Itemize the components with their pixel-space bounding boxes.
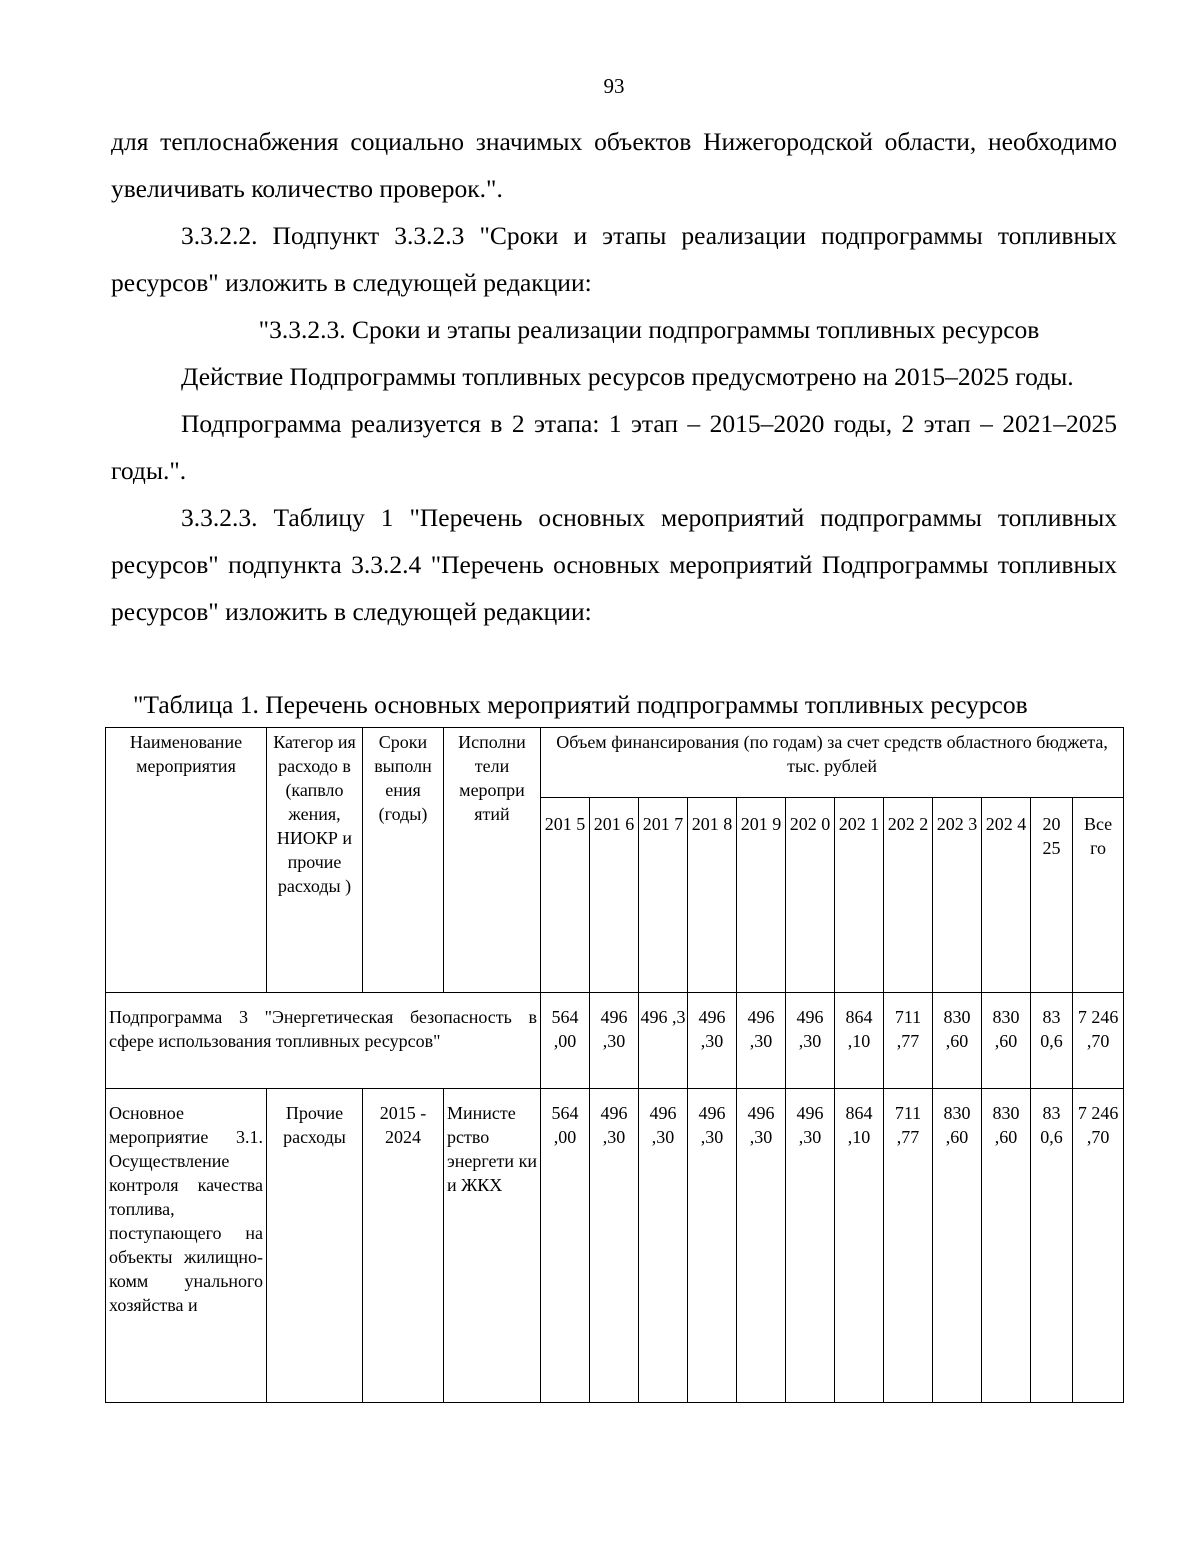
table-row xyxy=(106,1089,1124,1403)
value-cell: 496 ,30 xyxy=(786,993,835,1089)
value-cell: 83 0,6 xyxy=(1031,1089,1073,1403)
body-text xyxy=(111,118,1117,635)
header-name: Наименование мероприятия xyxy=(106,728,267,993)
table-title: "Таблица 1. Перечень основных мероприятий подпрограммы топливных ресурсов xyxy=(133,690,1028,719)
year-header: 201 5 xyxy=(541,798,590,993)
year-header: 202 2 xyxy=(884,798,933,993)
year-header: 201 8 xyxy=(688,798,737,993)
paragraph-6: 3.3.2.3. Таблицу 1 "Перечень основных мероприятий подпрограммы топливных ресурсов" подпункта 3.3.2.4 "Перечень основных мероприятий Подпрограммы топливных ресурсов" изложить в следующей редакции: xyxy=(111,503,1117,626)
measure-period: 2015 - 2024 xyxy=(363,1089,444,1403)
value-cell: 496 ,30 xyxy=(590,993,639,1089)
year-header: 202 3 xyxy=(933,798,982,993)
header-period: Сроки выполн ения (годы) xyxy=(363,728,444,993)
subprogram-label: Подпрограмма 3 "Энергетическая безопасность в сфере использования топливных ресурсов" xyxy=(106,993,541,1089)
value-cell: 564 ,00 xyxy=(541,993,590,1089)
paragraph-1: для теплоснабжения социально значимых объектов Нижегородской области, необходимо увеличивать количество проверок.". xyxy=(111,127,1117,203)
paragraph-4: Действие Подпрограммы топливных ресурсов предусмотрено на 2015–2025 годы. xyxy=(181,362,1074,391)
value-cell: 830 ,60 xyxy=(982,1089,1031,1403)
year-header: Все го xyxy=(1073,798,1124,993)
paragraph-5: Подпрограмма реализуется в 2 этапа: 1 этап – 2015–2020 годы, 2 этап – 2021–2025 годы.". xyxy=(111,409,1117,485)
measure-name: Основное мероприятие 3.1. Осуществление контроля качества топлива, поступающего на объекты жилищно-комм унального хозяйства и xyxy=(106,1089,267,1403)
value-cell: 496 ,3 xyxy=(639,993,688,1089)
year-header: 202 1 xyxy=(835,798,884,993)
paragraph-2: 3.3.2.2. Подпункт 3.3.2.3 "Сроки и этапы реализации подпрограммы топливных ресурсов" изложить в следующей редакции: xyxy=(111,221,1117,297)
measures-table xyxy=(105,727,1124,1403)
year-header: 201 6 xyxy=(590,798,639,993)
measure-category: Прочие расходы xyxy=(267,1089,363,1403)
value-cell: 496 ,30 xyxy=(590,1089,639,1403)
year-header: 202 0 xyxy=(786,798,835,993)
value-cell: 496 ,30 xyxy=(737,993,786,1089)
value-cell: 711 ,77 xyxy=(884,993,933,1089)
value-cell: 830 ,60 xyxy=(933,1089,982,1403)
value-cell: 496 ,30 xyxy=(688,1089,737,1403)
value-cell: 496 ,30 xyxy=(786,1089,835,1403)
value-cell: 496 ,30 xyxy=(639,1089,688,1403)
value-cell: 7 246 ,70 xyxy=(1073,1089,1124,1403)
year-header: 201 9 xyxy=(737,798,786,993)
section-heading: "3.3.2.3. Сроки и этапы реализации подпрограммы топливных ресурсов xyxy=(258,315,1040,344)
value-cell: 496 ,30 xyxy=(688,993,737,1089)
value-cell: 830 ,60 xyxy=(933,993,982,1089)
table-header-row xyxy=(106,728,1124,798)
value-cell: 864 ,10 xyxy=(835,993,884,1089)
value-cell: 830 ,60 xyxy=(982,993,1031,1089)
year-header: 201 7 xyxy=(639,798,688,993)
value-cell: 7 246 ,70 xyxy=(1073,993,1124,1089)
header-executors: Исполни тели меропри ятий xyxy=(444,728,541,993)
value-cell: 83 0,6 xyxy=(1031,993,1073,1089)
value-cell: 711 ,77 xyxy=(884,1089,933,1403)
measure-executor: Министе рство энергети ки и ЖКХ xyxy=(444,1089,541,1403)
value-cell: 564 ,00 xyxy=(541,1089,590,1403)
value-cell: 864 ,10 xyxy=(835,1089,884,1403)
year-header: 202 4 xyxy=(982,798,1031,993)
table-row xyxy=(106,993,1124,1089)
page-number: 93 xyxy=(603,74,625,98)
header-category: Категор ия расходо в (капвло жения, НИОКР и прочие расходы ) xyxy=(267,728,363,993)
header-funding: Объем финансирования (по годам) за счет средств областного бюджета, тыс. рублей xyxy=(541,728,1124,798)
year-header: 20 25 xyxy=(1031,798,1073,993)
value-cell: 496 ,30 xyxy=(737,1089,786,1403)
